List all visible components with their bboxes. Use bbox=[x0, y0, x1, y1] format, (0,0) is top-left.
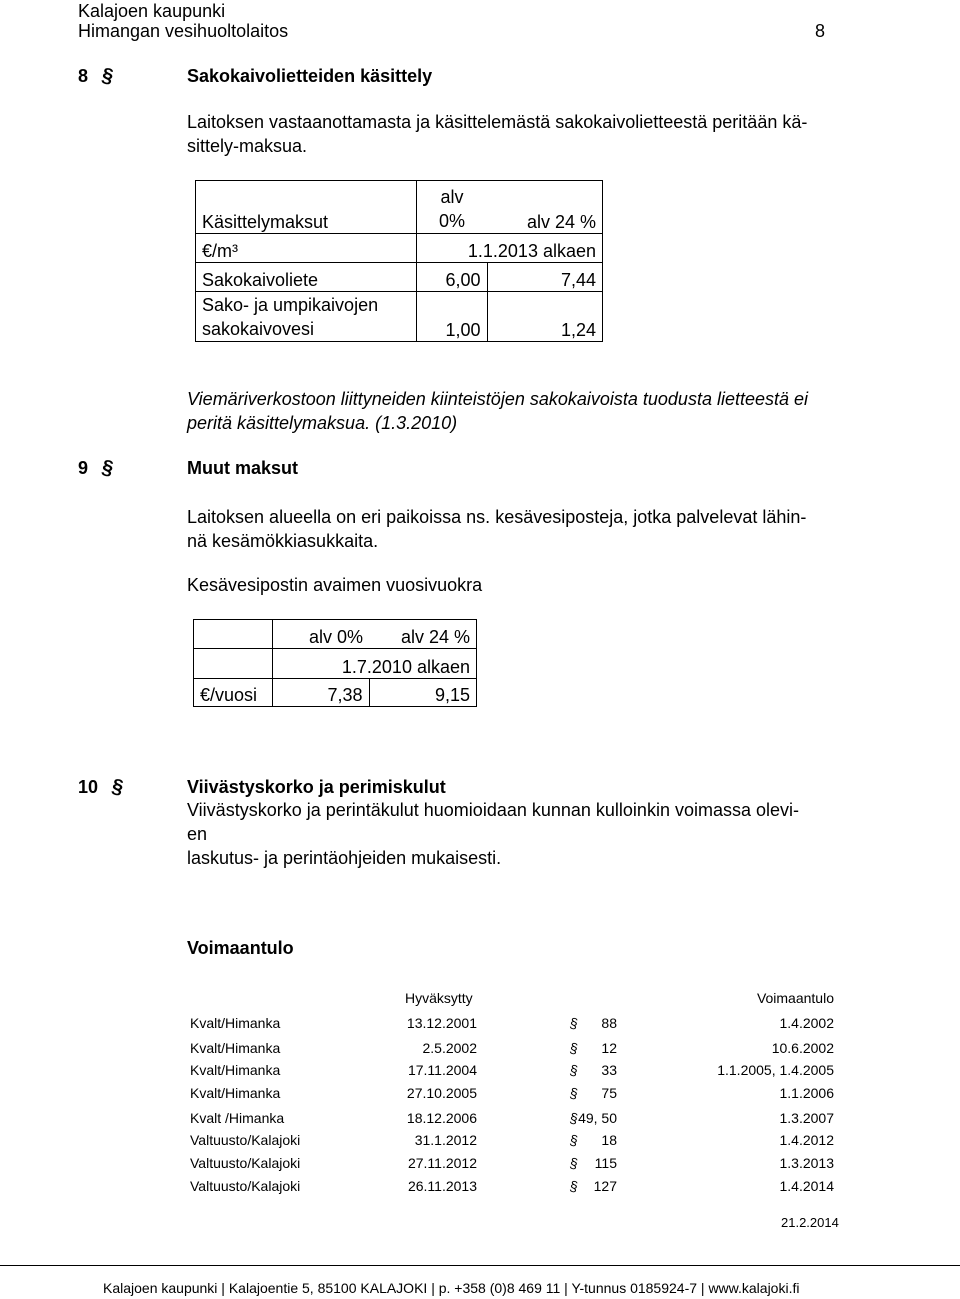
table-row bbox=[190, 1085, 840, 1103]
section-sign-icon: § bbox=[99, 456, 116, 480]
section-9-heading bbox=[78, 456, 116, 480]
table-row bbox=[190, 1155, 840, 1173]
from-date-cell: 1.1.2013 alkaen bbox=[417, 234, 603, 263]
col-header-approved: Hyväksytty bbox=[405, 990, 473, 1006]
paragraph-line: sittely-maksua. bbox=[187, 136, 308, 156]
unit-cell: €/m³ bbox=[196, 234, 417, 263]
row-value-alv24: 7,44 bbox=[487, 263, 603, 292]
approved-date: 27.10.2005 bbox=[406, 1085, 477, 1101]
paragraph-line: Laitoksen alueella on eri paikoissa ns. kesävesiposteja, jotka palvelevat lähin- bbox=[187, 507, 807, 527]
effective-date: 1.1.2006 bbox=[779, 1085, 834, 1101]
paragraph-line: laskutus- ja perintäohjeiden mukaisesti. bbox=[187, 848, 502, 868]
row-label: Sakokaivoliete bbox=[196, 263, 417, 292]
section-sign-icon: § bbox=[568, 1154, 580, 1172]
approved-date: 2.5.2002 bbox=[422, 1040, 477, 1056]
row-label bbox=[196, 292, 417, 342]
table-row bbox=[196, 292, 603, 342]
effective-date: 10.6.2002 bbox=[771, 1040, 834, 1056]
decision-body: Valtuusto/Kalajoki bbox=[190, 1155, 301, 1171]
row-value-alv0: 6,00 bbox=[417, 263, 488, 292]
section-number: 75 bbox=[601, 1085, 617, 1101]
effective-date: 1.3.2013 bbox=[779, 1155, 834, 1171]
section-8-heading bbox=[78, 64, 116, 88]
section-8-note bbox=[187, 387, 808, 435]
page-number: 8 bbox=[815, 21, 826, 41]
section-9-title: Muut maksut bbox=[187, 458, 299, 478]
section-9-paragraph bbox=[187, 505, 806, 553]
section-sign-icon: § bbox=[99, 64, 116, 88]
paragraph-line: Viivästyskorko ja perintäkulut huomioidaan kunnan kulloinkin voimassa olevi- bbox=[187, 800, 799, 820]
decision-body: Valtuusto/Kalajoki bbox=[190, 1132, 301, 1148]
row-label-line: sakokaivovesi bbox=[202, 319, 315, 339]
col-alv24-header: alv 24 % bbox=[487, 181, 603, 234]
section-number: 18 bbox=[601, 1132, 617, 1148]
table-row bbox=[194, 679, 477, 707]
approved-date: 27.11.2012 bbox=[407, 1155, 477, 1171]
col-header-bottom: 0% bbox=[438, 211, 465, 231]
from-date-cell: 1.7.2010 alkaen bbox=[273, 649, 477, 679]
decision-body: Kvalt/Himanka bbox=[190, 1085, 281, 1101]
section-sign-icon: § bbox=[568, 1061, 580, 1079]
approved-date: 17.11.2004 bbox=[407, 1062, 477, 1078]
decision-body: Valtuusto/Kalajoki bbox=[190, 1178, 301, 1194]
section-number: 12 bbox=[601, 1040, 617, 1056]
col-alv0-header bbox=[417, 181, 488, 234]
header-doc: Himangan vesihuoltolaitos bbox=[78, 21, 289, 41]
section-sign-icon: § bbox=[568, 1131, 580, 1149]
effective-date: 1.4.2002 bbox=[779, 1015, 834, 1031]
table-row bbox=[190, 1132, 840, 1150]
section-10-heading bbox=[78, 775, 126, 799]
paragraph-line: nä kesämökkiasukkaita. bbox=[187, 531, 379, 551]
row-value-alv24: 9,15 bbox=[369, 679, 477, 707]
col-alv24-header: alv 24 % bbox=[369, 620, 477, 649]
table-row bbox=[190, 1110, 840, 1128]
decision-body: Kvalt/Himanka bbox=[190, 1015, 281, 1031]
voimaantulo-header-row bbox=[190, 990, 840, 1008]
section-sign-icon: § bbox=[568, 1039, 580, 1057]
effective-date: 1.4.2014 bbox=[779, 1178, 834, 1194]
footer-divider bbox=[0, 1265, 960, 1266]
row-value-alv0: 7,38 bbox=[273, 679, 370, 707]
section-sign-icon: § bbox=[568, 1014, 580, 1032]
decision-body: Kvalt/Himanka bbox=[190, 1062, 281, 1078]
approved-date: 26.11.2013 bbox=[407, 1178, 477, 1194]
row-value-alv24: 1,24 bbox=[487, 292, 603, 342]
table-row bbox=[196, 263, 603, 292]
voimaantulo-title: Voimaantulo bbox=[187, 938, 294, 958]
unit-cell: €/vuosi bbox=[194, 679, 273, 707]
section-number: 8 bbox=[78, 66, 89, 86]
header-org: Kalajoen kaupunki bbox=[78, 1, 226, 21]
section-sign-icon: § bbox=[568, 1084, 580, 1102]
table-row bbox=[190, 1015, 840, 1033]
section-8-title: Sakokaivolietteiden käsittely bbox=[187, 66, 433, 86]
section-sign-icon: § bbox=[109, 775, 126, 799]
effective-date: 1.3.2007 bbox=[779, 1110, 834, 1126]
col-alv0-header: alv 0% bbox=[273, 620, 370, 649]
section-sign-icon: § bbox=[568, 1109, 580, 1127]
section-sign-icon: § bbox=[568, 1177, 580, 1195]
blank-cell bbox=[194, 649, 273, 679]
section-number: 115 bbox=[594, 1155, 617, 1171]
paragraph-line: Laitoksen vastaanottamasta ja käsittelemästä sakokaivolietteestä peritään kä- bbox=[187, 112, 808, 132]
section-10-paragraph bbox=[187, 798, 799, 870]
table-row bbox=[190, 1062, 840, 1080]
table-row bbox=[190, 1178, 840, 1196]
kasittelymaksut-table bbox=[195, 180, 603, 342]
kesavesiposti-table bbox=[193, 619, 477, 707]
table-title: Käsittelymaksut bbox=[202, 212, 329, 232]
section-number: 49, 50 bbox=[578, 1110, 617, 1126]
section-10-title: Viivästyskorko ja perimiskulut bbox=[187, 777, 446, 797]
sign-date: 21.2.2014 bbox=[781, 1215, 839, 1230]
section-8-paragraph bbox=[187, 110, 807, 158]
col-header-top: alv bbox=[440, 187, 464, 207]
blank-cell bbox=[194, 620, 273, 649]
table-title-cell bbox=[196, 181, 417, 234]
decision-body: Kvalt/Himanka bbox=[190, 1040, 281, 1056]
row-label-line: Sako- ja umpikaivojen bbox=[202, 295, 379, 315]
row-value-alv0: 1,00 bbox=[417, 292, 488, 342]
section-number: 88 bbox=[601, 1015, 617, 1031]
section-number: 33 bbox=[601, 1062, 617, 1078]
paragraph-line: en bbox=[187, 824, 208, 844]
section-number: 127 bbox=[593, 1178, 617, 1194]
section-number: 9 bbox=[78, 458, 89, 478]
effective-date: 1.4.2012 bbox=[779, 1132, 834, 1148]
section-9-subtitle: Kesävesipostin avaimen vuosivuokra bbox=[187, 575, 483, 595]
section-number: 10 bbox=[78, 777, 99, 797]
note-line: peritä käsittelymaksua. (1.3.2010) bbox=[187, 413, 458, 433]
table-row bbox=[190, 1040, 840, 1058]
approved-date: 18.12.2006 bbox=[406, 1110, 477, 1126]
approved-date: 13.12.2001 bbox=[406, 1015, 477, 1031]
note-line: Viemäriverkostoon liittyneiden kiinteistöjen sakokaivoista tuodusta lietteestä ei bbox=[187, 389, 809, 409]
col-header-effective: Voimaantulo bbox=[756, 990, 834, 1006]
approved-date: 31.1.2012 bbox=[414, 1132, 477, 1148]
footer-text: Kalajoen kaupunki | Kalajoentie 5, 85100 KALAJOKI | p. +358 (0)8 469 11 | Y-tunnus 0185924-7 | www.kalajoki.fi bbox=[103, 1280, 800, 1296]
effective-date: 1.1.2005, 1.4.2005 bbox=[717, 1062, 834, 1078]
decision-body: Kvalt /Himanka bbox=[190, 1110, 285, 1126]
